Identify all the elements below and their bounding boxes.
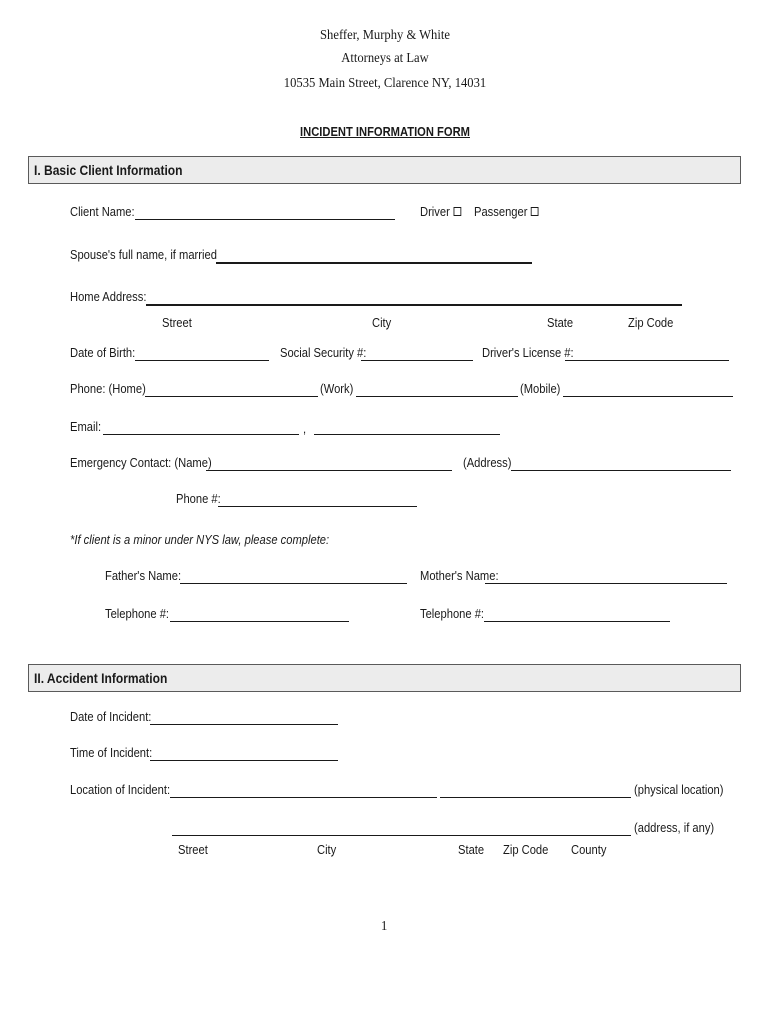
section-heading-label: II. Accident Information	[34, 670, 168, 686]
form-title: INCIDENT INFORMATION FORM	[300, 124, 470, 139]
passenger-label: Passenger	[474, 204, 528, 219]
emergency-phone-label: Phone #:	[176, 491, 221, 506]
spouse-label: Spouse's full name, if married	[70, 247, 217, 262]
father-name-label: Father's Name:	[105, 568, 182, 583]
mother-name-label: Mother's Name:	[420, 568, 499, 583]
license-label: Driver's License #:	[482, 345, 574, 360]
section-heading-basic-info	[28, 156, 741, 184]
driver-label: Driver	[420, 204, 450, 219]
incident-location-field-b[interactable]	[440, 797, 631, 798]
client-name-label: Client Name:	[70, 204, 135, 219]
spouse-field[interactable]	[216, 262, 532, 264]
passenger-checkbox[interactable]	[531, 207, 539, 216]
incident-date-field[interactable]	[150, 724, 338, 725]
home-address-street-caption: Street	[162, 315, 192, 330]
emergency-address-label: (Address)	[463, 455, 512, 470]
phone-home-field[interactable]	[145, 396, 318, 397]
section-heading-accident-info	[28, 664, 741, 692]
emergency-address-field[interactable]	[511, 470, 731, 471]
phone-work-field[interactable]	[356, 396, 518, 397]
emergency-phone-field[interactable]	[218, 506, 417, 507]
firm-address: 10535 Main Street, Clarence NY, 14031	[283, 76, 487, 91]
dob-label: Date of Birth:	[70, 345, 136, 360]
incident-street-caption: Street	[178, 842, 208, 857]
incident-time-field[interactable]	[150, 760, 338, 761]
minor-note: *If client is a minor under NYS law, please complete:	[70, 532, 330, 547]
phone-mobile-field[interactable]	[563, 396, 733, 397]
mother-name-field[interactable]	[485, 583, 727, 584]
mother-telephone-label: Telephone #:	[420, 606, 485, 621]
incident-address-field[interactable]	[172, 835, 631, 836]
license-field[interactable]	[565, 360, 729, 361]
home-address-label: Home Address:	[70, 289, 147, 304]
incident-date-label: Date of Incident:	[70, 709, 152, 724]
phone-work-label: (Work)	[320, 381, 354, 396]
home-address-zip-caption: Zip Code	[628, 315, 674, 330]
mother-telephone-field[interactable]	[484, 621, 670, 622]
firm-name: Sheffer, Murphy & White	[320, 28, 450, 43]
emergency-name-field[interactable]	[206, 470, 452, 471]
home-address-state-caption: State	[547, 315, 574, 330]
address-if-any-caption: (address, if any)	[634, 820, 715, 835]
father-name-field[interactable]	[180, 583, 407, 584]
section-heading-label: I. Basic Client Information	[34, 162, 183, 178]
ssn-field[interactable]	[361, 360, 473, 361]
phone-mobile-label: (Mobile)	[520, 381, 561, 396]
email-field-primary[interactable]	[103, 434, 299, 435]
driver-checkbox[interactable]	[453, 207, 461, 216]
phone-home-label: Phone: (Home)	[70, 381, 146, 396]
incident-city-caption: City	[317, 842, 337, 857]
incident-county-caption: County	[571, 842, 607, 857]
physical-location-caption: (physical location)	[634, 782, 724, 797]
father-telephone-field[interactable]	[170, 621, 349, 622]
email-separator: ,	[303, 421, 307, 436]
client-name-field[interactable]	[135, 219, 395, 220]
incident-location-field-a[interactable]	[170, 797, 437, 798]
father-telephone-label: Telephone #:	[105, 606, 170, 621]
email-field-secondary[interactable]	[314, 434, 500, 435]
page-number: 1	[381, 919, 388, 934]
home-address-city-caption: City	[372, 315, 392, 330]
emergency-name-label: Emergency Contact: (Name)	[70, 455, 212, 470]
firm-subtitle: Attorneys at Law	[341, 51, 429, 66]
dob-field[interactable]	[135, 360, 269, 361]
email-label: Email:	[70, 419, 102, 434]
ssn-label: Social Security #:	[280, 345, 367, 360]
driver-option[interactable]	[420, 204, 461, 220]
incident-state-caption: State	[458, 842, 485, 857]
incident-zip-caption: Zip Code	[503, 842, 549, 857]
home-address-field[interactable]	[146, 304, 682, 306]
passenger-option[interactable]	[474, 204, 539, 220]
incident-time-label: Time of Incident:	[70, 745, 153, 760]
incident-location-label: Location of Incident:	[70, 782, 171, 797]
